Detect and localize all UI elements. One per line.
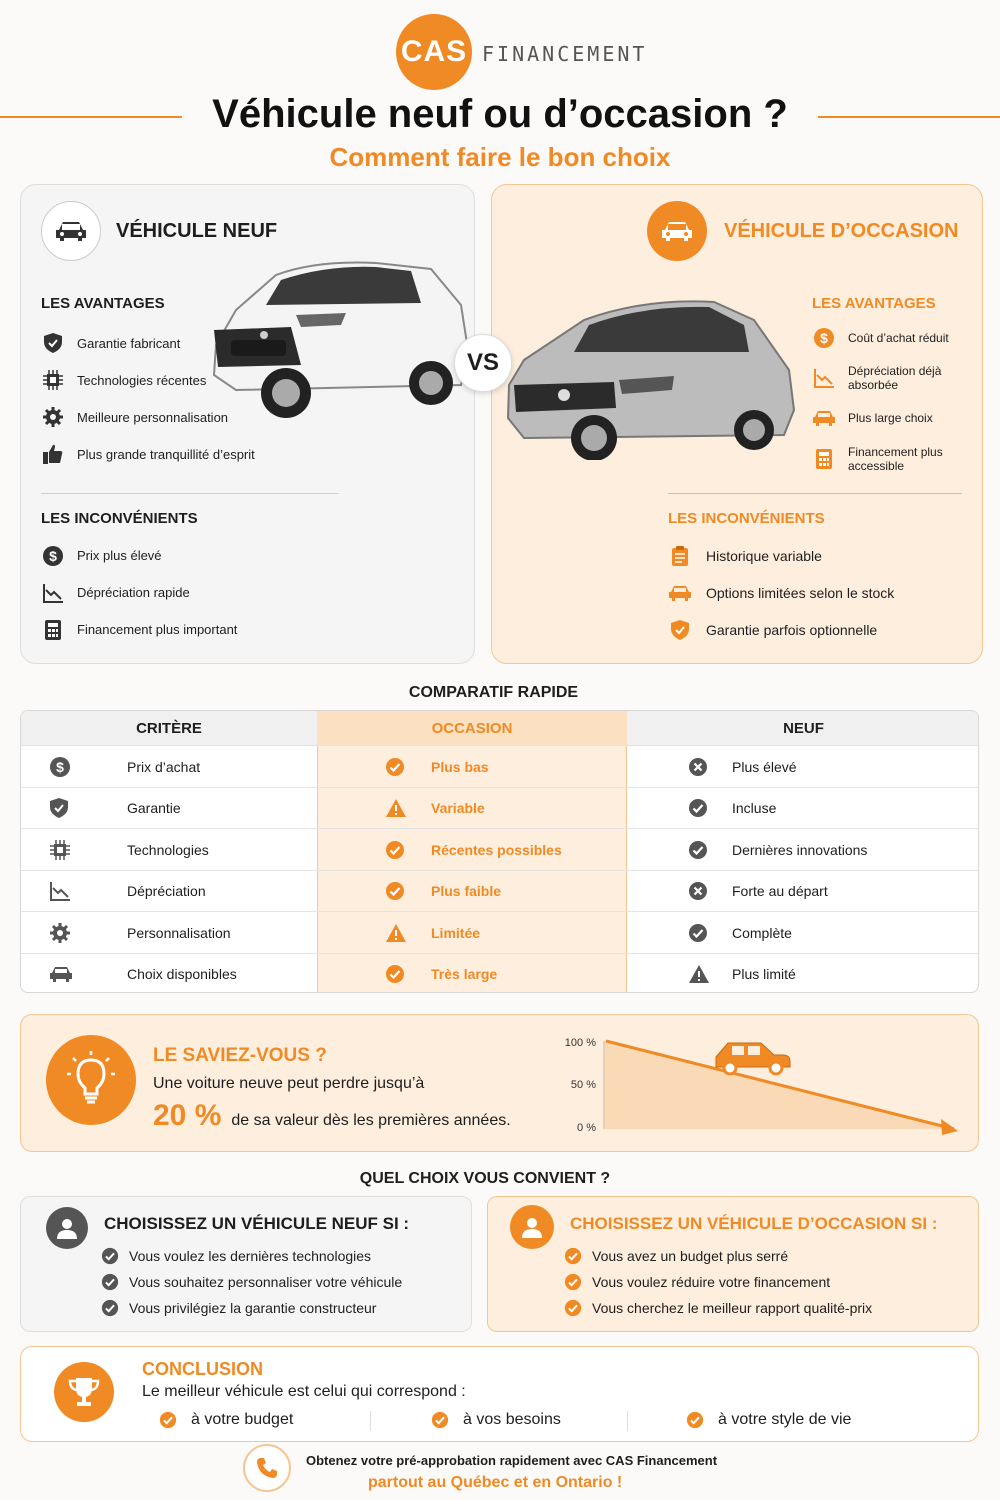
conclusion-divider: [370, 1411, 371, 1431]
check-icon: [686, 1411, 704, 1429]
chart-down-icon: [49, 871, 71, 912]
occasion-advantage-item: [812, 434, 972, 484]
cell-occasion: Plus faible: [431, 883, 502, 899]
card-vehicule-neuf: [20, 184, 475, 664]
cell-occasion: Récentes possibles: [431, 841, 562, 858]
comparison-title: COMPARATIF RAPIDE: [408, 684, 579, 701]
cell-occasion: Limitée: [431, 924, 481, 941]
card-title-occasion: VÉHICULE D’OCCASION: [724, 220, 959, 242]
status-cross-icon: [688, 746, 708, 787]
conclusion-title: CONCLUSION: [142, 1359, 263, 1379]
occasion-advantage-label: Plus large choix: [848, 411, 933, 425]
svg-text:$: $: [49, 547, 57, 564]
gear-icon: [41, 405, 65, 429]
check-icon: [159, 1411, 177, 1429]
status-check-icon: [688, 788, 708, 829]
dollar-icon: [49, 746, 71, 787]
occasion-advantages-title: LES AVANTAGES: [812, 295, 936, 312]
chart-tick-50: 50 %: [570, 1079, 596, 1091]
choice-neuf-panel: [20, 1196, 472, 1332]
cell-neuf: Incluse: [732, 800, 777, 816]
depreciation-percent: 20 %: [153, 1099, 222, 1132]
choice-item-label: Vous avez un budget plus serré: [592, 1248, 789, 1264]
chart-down-icon: [41, 581, 65, 605]
header-neuf: NEUF: [627, 711, 979, 745]
chip-icon: [41, 368, 65, 392]
table-row: [21, 745, 979, 786]
shield-icon: [49, 788, 69, 829]
status-check-icon: [688, 829, 708, 870]
cell-neuf: Complète: [732, 924, 792, 941]
occasion-divider: [668, 493, 962, 494]
conclusion-item: [431, 1407, 561, 1433]
choice-item: [564, 1243, 872, 1269]
did-you-know-line1: Une voiture neuve peut perdre jusqu’à: [153, 1075, 425, 1092]
thumbs-up-icon: [41, 442, 65, 466]
choice-item: [101, 1295, 402, 1321]
neuf-drawback-label: Financement plus important: [77, 622, 238, 637]
table-row: [21, 787, 979, 828]
phone-icon[interactable]: [243, 1444, 291, 1492]
neuf-advantages-list: [41, 325, 255, 473]
cell-neuf: Plus élevé: [732, 758, 797, 775]
occasion-drawback-label: Historique variable: [706, 547, 822, 564]
calculator-icon: [41, 618, 65, 642]
choice-item: [564, 1269, 872, 1295]
check-icon: [564, 1273, 582, 1291]
did-you-know-title: LE SAVIEZ-VOUS ?: [153, 1045, 327, 1066]
neuf-advantage-item: [41, 399, 255, 435]
cell-occasion: Très large: [431, 966, 498, 982]
conclusion-item: [159, 1407, 293, 1433]
table-row: [21, 911, 979, 952]
neuf-advantage-label: Garantie fabricant: [77, 335, 181, 351]
neuf-drawbacks-title: LES INCONVÉNIENTS: [41, 510, 198, 527]
neuf-advantage-item: [41, 361, 255, 399]
conclusion-item-label: à votre budget: [191, 1411, 294, 1428]
chart-car-icon: [716, 1043, 790, 1074]
occasion-drawback-label: Options limitées selon le stock: [706, 584, 895, 601]
neuf-advantage-label: Technologies récentes: [77, 372, 207, 388]
shield-check-icon: [668, 618, 692, 642]
header-occasion: OCCASION: [317, 711, 627, 745]
car-icon: [49, 954, 73, 994]
page-title: Véhicule neuf ou d’occasion ?: [212, 92, 788, 136]
check-icon: [431, 1411, 449, 1429]
cell-critere: Choix disponibles: [127, 966, 237, 982]
card-title-neuf: VÉHICULE NEUF: [116, 220, 278, 242]
chart-tick-100: 100 %: [564, 1037, 596, 1049]
occasion-advantages-list: [812, 322, 972, 484]
neuf-advantage-item: [41, 435, 255, 473]
choice-item-label: Vous cherchez le meilleur rapport qualité-prix: [592, 1300, 873, 1316]
cell-critere: Dépréciation: [127, 883, 206, 899]
status-check-icon: [688, 912, 708, 953]
vs-badge: VS: [454, 334, 512, 392]
choice-neuf-list: [101, 1243, 402, 1321]
status-warning-icon: [385, 788, 407, 829]
choice-item-label: Vous souhaitez personnaliser votre véhicule: [129, 1274, 403, 1290]
trophy-icon: [54, 1362, 114, 1422]
gear-icon: [49, 912, 71, 953]
check-icon: [101, 1273, 119, 1291]
cell-critere: Prix d’achat: [127, 758, 201, 775]
footer-line1: Obtenez votre pré-approbation rapidement avec CAS Financement: [306, 1453, 718, 1468]
choice-title: QUEL CHOIX VOUS CONVIENT ?: [359, 1170, 611, 1187]
occasion-advantage-item: [812, 402, 972, 434]
choice-item-label: Vous voulez réduire votre financement: [592, 1274, 831, 1290]
cell-critere: Personnalisation: [127, 924, 231, 941]
check-icon: [564, 1247, 582, 1265]
car-icon: [668, 581, 692, 605]
choice-neuf-title: CHOISISSEZ UN VÉHICULE NEUF SI :: [104, 1214, 410, 1233]
table-row: [21, 828, 979, 869]
cell-occasion: Plus bas: [431, 758, 489, 775]
conclusion-panel: [20, 1346, 979, 1442]
conclusion-item-label: à vos besoins: [463, 1411, 561, 1428]
choice-item: [564, 1295, 872, 1321]
occasion-drawback-item: [668, 574, 894, 611]
cell-neuf: Forte au départ: [732, 883, 828, 899]
conclusion-item-label: à votre style de vie: [718, 1411, 852, 1428]
occasion-drawbacks-list: [668, 537, 894, 648]
status-check-icon: [385, 954, 405, 994]
neuf-drawback-label: Dépréciation rapide: [77, 585, 190, 600]
did-you-know-panel: [20, 1014, 979, 1152]
svg-text:$: $: [56, 758, 64, 775]
occasion-drawback-label: Garantie parfois optionnelle: [706, 621, 878, 638]
choice-occasion-list: [564, 1243, 872, 1321]
occasion-advantage-label: Dépréciation déjà absorbée: [848, 364, 942, 392]
neuf-advantage-label: Plus grande tranquillité d’esprit: [77, 446, 255, 462]
choice-item: [101, 1243, 402, 1269]
dollar-icon: [812, 326, 836, 350]
used-sedan-image: [504, 290, 804, 460]
chart-down-icon: [812, 366, 836, 390]
choice-item-label: Vous voulez les dernières technologies: [129, 1248, 372, 1264]
choice-occasion-panel: [487, 1196, 979, 1332]
calculator-icon: [812, 447, 836, 471]
chart-arrow-head: [941, 1119, 958, 1135]
footer-line2[interactable]: partout au Québec et en Ontario !: [368, 1474, 623, 1491]
neuf-drawback-item: [41, 537, 237, 574]
neuf-advantage-label: Meilleure personnalisation: [77, 409, 229, 425]
check-icon: [101, 1247, 119, 1265]
status-warning-icon: [688, 954, 710, 994]
page-subtitle: Comment faire le bon choix: [329, 142, 671, 172]
neuf-drawbacks-list: [41, 537, 237, 648]
cell-neuf: Dernières innovations: [732, 841, 868, 858]
choice-occasion-title: CHOISISSEZ UN VÉHICULE D’OCCASION SI :: [570, 1214, 938, 1233]
cell-critere: Technologies: [127, 841, 209, 858]
check-icon: [101, 1299, 119, 1317]
conclusion-item: [686, 1407, 851, 1433]
occasion-advantage-item: [812, 354, 972, 402]
dollar-icon: [41, 544, 65, 568]
conclusion-text: Le meilleur véhicule est celui qui correspond :: [142, 1383, 466, 1400]
occasion-advantage-label: Coût d’achat réduit: [848, 331, 949, 345]
occasion-drawback-item: [668, 611, 894, 648]
occasion-drawback-item: [668, 537, 894, 574]
cell-occasion: Variable: [431, 800, 485, 816]
check-icon: [564, 1299, 582, 1317]
user-icon: [46, 1207, 88, 1249]
header-critere: CRITÈRE: [21, 711, 317, 745]
comparison-table: [20, 710, 979, 993]
depreciation-chart: [556, 1025, 966, 1145]
car-new-icon: [41, 201, 101, 261]
table-row: [21, 953, 979, 994]
did-you-know-line2: de sa valeur dès les premières années.: [231, 1112, 511, 1129]
lightbulb-icon: [46, 1035, 136, 1125]
logo-mark: CAS: [396, 14, 472, 90]
conclusion-divider: [627, 1411, 628, 1431]
status-cross-icon: [688, 871, 708, 912]
status-check-icon: [385, 829, 405, 870]
neuf-drawback-label: Prix plus élevé: [77, 548, 162, 563]
car-used-icon: [647, 201, 707, 261]
user-icon: [510, 1205, 554, 1249]
occasion-advantage-label: Financement plus accessible: [848, 445, 943, 473]
logo-text: FINANCEMENT: [482, 42, 648, 66]
did-you-know-line2-wrap: [153, 1099, 511, 1133]
chart-tick-0: 0 %: [577, 1122, 596, 1134]
status-check-icon: [385, 871, 405, 912]
status-check-icon: [385, 746, 405, 787]
cell-critere: Garantie: [127, 800, 181, 816]
choice-item: [101, 1269, 402, 1295]
shield-icon: [41, 331, 65, 355]
svg-text:$: $: [820, 330, 828, 346]
card-vehicule-occasion: [491, 184, 983, 664]
choice-item-label: Vous privilégiez la garantie constructeur: [129, 1300, 377, 1316]
occasion-drawbacks-title: LES INCONVÉNIENTS: [668, 510, 825, 527]
neuf-drawback-item: [41, 574, 237, 611]
car-icon: [812, 406, 836, 430]
cell-neuf: Plus limité: [732, 966, 796, 982]
neuf-drawback-item: [41, 611, 237, 648]
chip-icon: [49, 829, 71, 870]
neuf-divider: [41, 493, 339, 494]
status-warning-icon: [385, 912, 407, 953]
neuf-advantage-item: [41, 325, 255, 361]
occasion-advantage-item: [812, 322, 972, 354]
clipboard-icon: [668, 544, 692, 568]
table-row: [21, 870, 979, 911]
neuf-advantages-title: LES AVANTAGES: [41, 295, 165, 312]
